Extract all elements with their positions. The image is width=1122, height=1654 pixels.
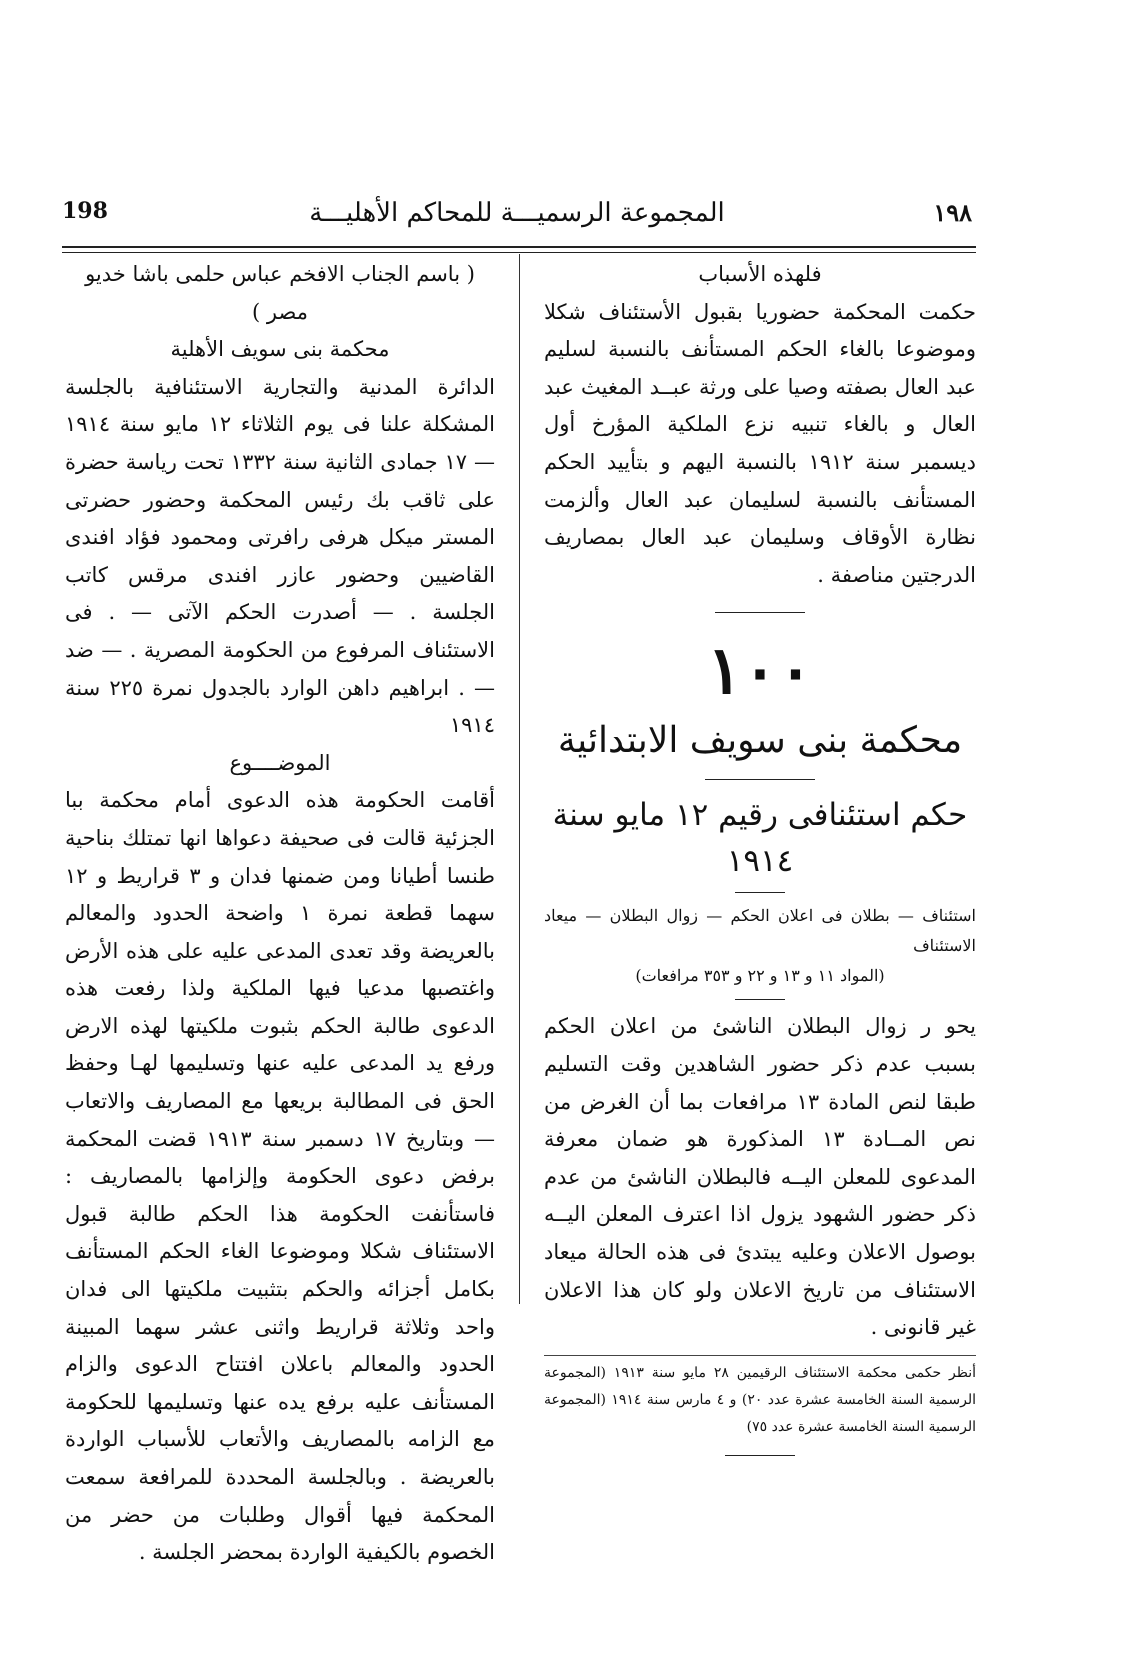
subject-heading: الموضــــوع [229, 750, 331, 775]
ruling-title: حكم استئنافى رقيم ١٢ مايو سنة ١٩١٤ [552, 797, 968, 880]
column-divider [519, 254, 520, 1304]
principle-rule [735, 999, 785, 1000]
section-divider [715, 612, 805, 613]
header-rule [62, 246, 976, 253]
court-name: محكمة بنى سويف الأهلية [170, 337, 390, 362]
footnote: أنظر حكمى محكمة الاستئناف الرقيمين ٢٨ مايو سنة ١٩١٣ (المجموعة الرسمية السنة الخامسة عشرة عدد ٢٠) و ٤ مارس سنة ١٩١٤ (المجموعة الرسمية السنة الخامسة عشرة عدد ٧٥) [544, 1355, 976, 1441]
page-header [62, 198, 972, 238]
reasons-heading: فلهذه الأسباب [698, 262, 822, 286]
court-title: محكمة بنى سويف الابتدائية [557, 720, 963, 762]
articles: (المواد ١١ و ١٣ و ٢٢ و ٣٥٣ مرافعات) [635, 966, 885, 986]
title-rule [705, 779, 815, 780]
page-number-latin: 198 [62, 198, 108, 224]
principle-text: يحو ر زوال البطلان الناشئ من اعلان الحكم بسبب عدم ذكر حضور الشاهدين وقت التسليم طبقا لنص المادة ١٣ مرافعات بما أن الغرض من نص المــادة ١٣ المذكورة هو ضمان معرفة المدعوى للمعلن اليــه فالبطلان الناشئ من عدم ذكر حضور الشهود يزول اذا اعترف المعلن اليــه بوصول الاعلان وعليه يبتدئ فى هذه الحالة ميعاد الاستئناف من تاريخ الاعلان ولو كان هذا الاعلان غير قانونى . [544, 1014, 976, 1340]
keywords: استئناف — بطلان فى اعلان الحكم — زوال البطلان — ميعاد الاستئناف [544, 906, 976, 956]
case-number: ١٠٠ [706, 631, 814, 710]
subject-text: أقامت الحكومة هذه الدعوى أمام محكمة ببا الجزئية قالت فى صحيفة دعواها انها تمتلك بناحية طنسا أطيانا ومن ضمنها فدان و ٣ قراريط و ١٢ سهما قطعة نمرة ١ واضحة الحدود والمعالم بالعريضة وقد تعدى المدعى عليه على هذه الأرض واغتصبها مدعيا فيها الملكية ولذا رفعت هذه الدعوى طالبة الحكم بثبوت ملكيتها لهذه الارض ورفع يد المدعى عليه عنها وتسليمها لهـا وحفظ الحق فى المطالبة بريعها مع المصاريف والاتعاب — وبتاريخ ١٧ دسمبر سنة ١٩١٣ قضت المحكمة برفض دعوى الحكومة وإلزامها بالمصاريف : فاستأنفت الحكومة هذا الحكم طالبة قبول الاستئناف شكلا وموضوعا الغاء الحكم المستأنف بكامل أجزائه والحكم بتثبيت ملكيتها الى فدان واحد وثلاثة قراريط واثنى عشر سهما المبينة الحدود والمعالم باعلان افتتاح الدعوى والزام المستأنف عليه برفع يده عنها وتسليمها للحكومة مع الزامه بالمصاريف والأتعاب للأسباب الواردة بالعريضة . وبالجلسة المحددة للمرافعة سمعت المحكمة فيها أقوال وطلبات من حضر من الخصوم بالكيفية الواردة بمحضر الجلسة . [65, 788, 496, 1565]
right-column [544, 256, 976, 1470]
page-number-arabic: ١٩٨ [933, 198, 972, 227]
reasons-text: حكمت المحكمة حضوريا بقبول الأستئناف شكلا وموضوعا بالغاء الحكم المستأنف بالنسبة لسليم عبد العال بصفته وصيا على ورثة عبــد المغيث عبد العال و بالغاء تنبيه نزع الملكية المؤرخ أول ديسمبر سنة ١٩١٢ بالنسبة اليهم و بتأييد الحكم المستأنف بالنسبة لسليمان عبد العال وألزمت نظارة الأوقاف وسليمان عبد العال بمصاريف الدرجتين مناصفة . [544, 299, 976, 587]
session-text: الدائرة المدنية والتجارية الاستئنافية بالجلسة المشكلة علنا فى يوم الثلاثاء ١٢ مايو سنة ١٩١٤ — ١٧ جمادى الثانية سنة ١٣٣٢ تحت رياسة حضرة على ثاقب بك رئيس المحكمة وحضور حضرتى المستر ميكل هرفى رافرتى ومحمود فؤاد افندى القاضيين وحضور عازر افندى مرقس كاتب الجلسة . — أصدرت الحكم الآتى — . فى الاستئناف المرفوع من الحكومة المصرية . — ضد — . ابراهيم داهن الوارد بالجدول نمرة ٢٢٥ سنة ١٩١٤ [65, 374, 495, 738]
ruling-rule [735, 892, 785, 893]
invocation: ( باسم الجناب الافخم عباس حلمى باشا خديو مصر ) [85, 262, 475, 324]
running-title: المجموعة الرسميـــة للمحاكم الأهليـــة [309, 198, 725, 228]
left-column [65, 256, 495, 1572]
end-rule [725, 1455, 795, 1456]
